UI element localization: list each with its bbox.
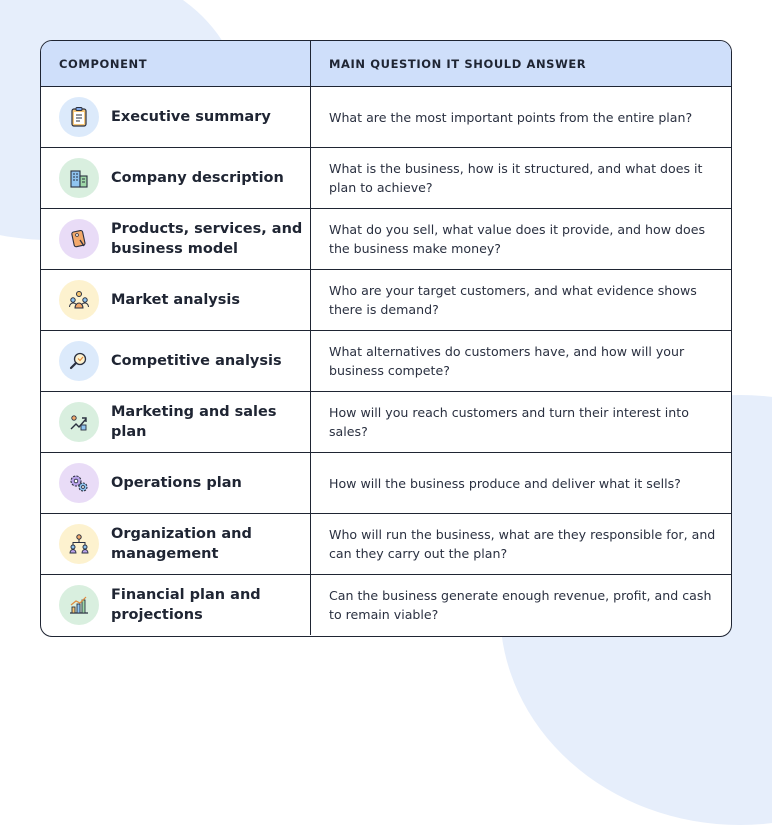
org-chart-icon	[59, 524, 99, 564]
magnifier-icon	[59, 341, 99, 381]
question-text: What alternatives do customers have, and how will your business compete?	[329, 344, 685, 378]
question-text: What are the most important points from the entire plan?	[329, 109, 693, 125]
component-label: Organization and management	[111, 526, 252, 562]
question-text: What do you sell, what value does it provide, and how does the business make money?	[329, 222, 706, 256]
table-row	[41, 147, 731, 208]
gears-icon	[59, 463, 99, 503]
question-text: Who are your target customers, and what evidence shows there is demand?	[329, 283, 697, 317]
growth-chart-icon	[59, 402, 99, 442]
question-text: How will you reach customers and turn their interest into sales?	[329, 405, 689, 439]
component-label: Products, services, and business model	[111, 221, 303, 257]
question-text: What is the business, how is it structured, and what does it plan to achieve?	[329, 161, 703, 195]
clipboard-icon	[59, 97, 99, 137]
component-label: Operations plan	[111, 475, 242, 491]
table-row	[41, 513, 731, 574]
component-label: Market analysis	[111, 292, 240, 308]
product-tag-icon	[59, 219, 99, 259]
table-row	[41, 574, 731, 635]
table-row	[41, 452, 731, 513]
table-row	[41, 391, 731, 452]
table-row	[41, 269, 731, 330]
column-header-component: COMPONENT	[59, 56, 148, 71]
question-text: Who will run the business, what are they responsible for, and can they carry out the plan?	[329, 527, 716, 561]
question-text: How will the business produce and deliver what it sells?	[329, 475, 681, 491]
component-label: Marketing and sales plan	[111, 404, 277, 440]
column-header-question: MAIN QUESTION IT SHOULD ANSWER	[329, 56, 587, 71]
table-row	[41, 330, 731, 391]
business-plan-table	[40, 40, 732, 637]
bar-chart-icon	[59, 585, 99, 625]
component-label: Company description	[111, 170, 284, 186]
component-label: Financial plan and projections	[111, 587, 261, 623]
question-text: Can the business generate enough revenue, profit, and cash to remain viable?	[329, 588, 712, 622]
people-group-icon	[59, 280, 99, 320]
component-label: Executive summary	[111, 109, 271, 125]
component-label: Competitive analysis	[111, 353, 282, 369]
table-header	[41, 41, 731, 86]
building-icon	[59, 158, 99, 198]
table-row	[41, 86, 731, 147]
table-row	[41, 208, 731, 269]
